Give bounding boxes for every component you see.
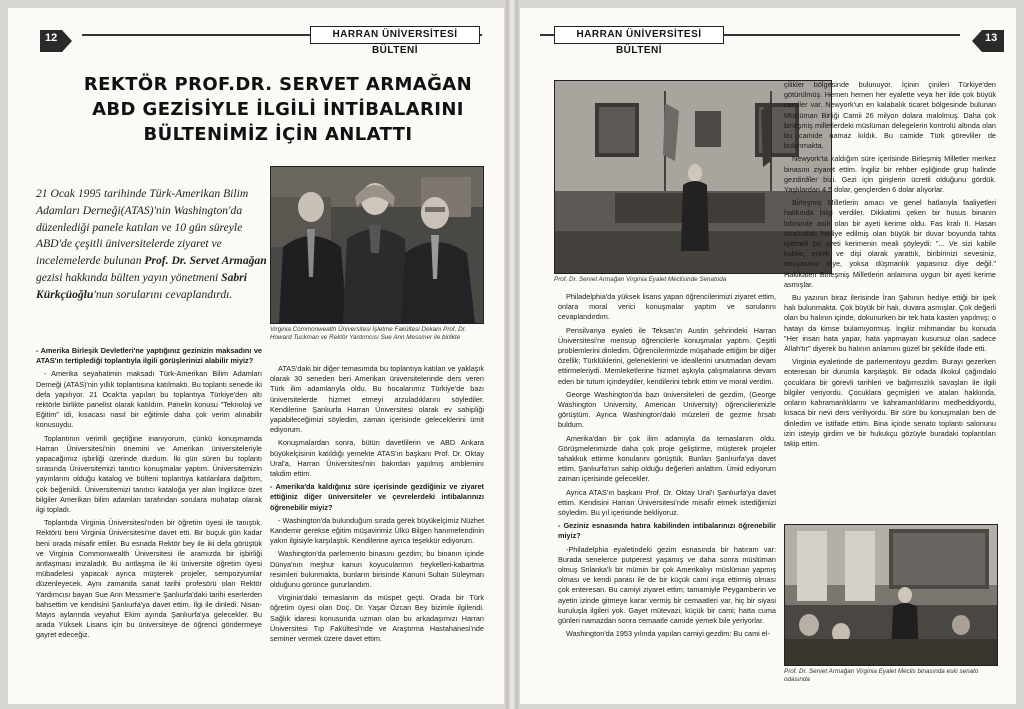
- photo3-caption: Prof. Dr. Servet Armağan Virginia Eyalet Meclis binasında eski senato odasında: [784, 668, 979, 683]
- publication-header: HARRAN ÜNİVERSİTESİ BÜLTENİ: [310, 26, 480, 44]
- question-3: - Geziniz esnasında hatıra kabilinden intibalarınızı öğrenebilir miyiz?: [558, 521, 776, 541]
- article-title: [68, 72, 488, 147]
- title-line-2: ABD GEZİSİYLE İLGİLİ İNTİBALARINI: [92, 99, 464, 120]
- right-page: [520, 8, 1016, 704]
- title-line-1: REKTÖR PROF.DR. SERVET ARMAĞAN: [83, 74, 473, 95]
- right-column-2: çilikler bölgesinde bulunuyor. İçinin çinileri Türkiye'den götürülmüş. Hemen hemen her eyalette veya her ilde çok büyük camiler var. Newyork'un en kalabalık ticaret bölgesinde bulunan Müslüman Birliği Camii 26 milyon dolara malolmuş. Daha çok birleşmiş milletlerdeki müslüman delegelerin kontrolü altında olan bu camide namaz kıldık. Bu camide Türk görevliler de bulunmakta. Newyork'ta kaldığım süre içerisinde Birleşmiş Milletler merkez binasını ziyaret ettim. İngiliz bir rehber eşliğinde grup halinde gezdirdiler bizi. Gezi için girişlerin ücretli olduğunu gördük. Yaşlılardan 4,5 dolar, gençlerden 6 dolar alıyorlar. Birleşmiş Milletlerin amacı ve genel hatlarıyla faaliyetleri hakkında bilgi verdiler. Dikkatimi çeken bir husus binanın lobisinde asılı olan bir ayeti kerime oldu. Fas kralı II. Hasan tarafından hediye edilmiş olan büyük bir duvar boyunda tahta işlemeli bu ayeti kerimenin meali şöyleydi: "... Ve sizi kabile kabile, erkek ve dişi olarak yarattık, biribirinizi sevesiniz, tanışasınız diye, yoksa düşmanlık yapasınız diye değil." Hakikaten Birleşmiş Milletlerin anlamına uygun bir ayeti kerime asmışlar. Bu yazının biraz ilerisinde İran Şahının hediye ettiği bir ipek halı bulunmakta. Çok büyük bir halı, duvara asmışlar. Çok değerli olan bu halının içinde, dokunurken bir tek hata kasten yapılmış; o hatayı da kimse bulamıyormuş. İngiliz mihmandar bu konuda "Her insan hata yapar, hata yapmayan kusursuz olan sadece Allah'tır" diyerek bu halının anlamını güzel bir şekilde ifade etti. Virginia eyaletinde de parlementoyu gezdim. Burayı gezerken enteresan bir durumla karşılaştık. Bir odada ilkokul çağındaki çocuklara bir görevli tarihleri ve bağımsızlık savaşları ile ilgili bilgiler veriyordu. Çocuklara geçmişleri ve ataları hakkında, onların kahramanlıklarını ve kahramanlıklarını medheddiyordu, kısaca bir nevi ders veriliyordu. Bir süre bu konuşmaları ben de dinledim ve istifade ettim. Bina içinde senato toplantı salonunu izin isteyip girdim ve bir hukukçu gözüyle buradaki toplantıları takip ettim.: [784, 80, 996, 448]
- question-2: - Amerika'da kaldığınız süre içerisinde gezdiğiniz ve ziyaret ettiğiniz diğer üniversiteler ve çevrelerdeki intibalarınızı öğrenebilir miyiz?: [270, 482, 484, 512]
- lead-name-armagan: Prof. Dr. Servet Armağan: [144, 254, 267, 268]
- lead-name-kurkcuoglu: Sabri Kürkçüoğlu: [36, 270, 247, 301]
- page-number-right: 13: [972, 30, 1004, 50]
- left-column-2: ATAS'daki bir diğer temasımda bu toplantıya katılan ve yaklaşık olarak 30 seneden beri Amerikan üniversitelerinde ders veren Türk ilim adamlarıyla oldu. Bu hocalarımız Türkiye'de bazı üniversitelerde hizmet etmeyi arzuladıklarını söylediler. Kendilerine Şanlıurfa Harran Üniversitesi olarak ev sahipliği yapabileceğimizi söyledim, zaman içerisinde geleceklerini ümit ediyorum. Konuşmalardan sonra, bütün davetlilerin ve ABD Ankara büyükelçisinin katıldığı yemekte ATAS'ın başkanı Prof. Dr. Oktay Ural'a, Harran Üniversitesi'nin bakırdan yapılmış ambleminı takdim ettim. - Amerika'da kaldığınız süre içerisinde gezdiğiniz ve ziyaret ettiğiniz diğer üniversiteler ve çevrelerdeki intibalarınızı öğrenebilir miyiz? - Washington'da bulunduğum sırada gerek büyükelçimiz Nüzhet Kandemir gerekse eğitim müşavirimiz Ülkü Bilgen hanımefendinin yakın ilgisiyle karşılaştık. Kendilerine ayrıca teşekkür ediyorum. Washington'da parlemento binasını gezdim; bu binanın içinde Dünya'nın meşhur kanun koyucularının heykelleri-kabartma resimleri bulunmakta, bunların birisinde Kanuni Sultan Süleyman olduğunu görünce gururlandım. Virginia'daki temaslarım da müspet geçti. Orada bir Türk öğretim üyesi olan Doç. Dr. Yaşar Özcan Bey bizimle ilgilendi. Sağlık idaresi konusunda uzman olan bu arkadaşımızı Harran Üniversitesi Tıp Fakültesi'nde ve Araştırma Hastahanesi'nde seminer vermek üzere davet ettim.: [270, 364, 484, 644]
- title-line-3: BÜLTENİMİZ İÇİN ANLATTI: [143, 124, 413, 145]
- left-page: [8, 8, 504, 704]
- page-number-left: 12: [40, 30, 72, 50]
- book-spine: [506, 0, 518, 709]
- article-lead: 21 Ocak 1995 tarihinde Türk-Amerikan Bilim Adamları Derneği(ATAS)'nin Washington'da düzenlediği panele katılan ve 10 gün süreyle ABD'de çeşitli üniversitelerde ziyaret ve incelemelerde bulunan Prof. Dr. Servet Armağan gezisi hakkında bülten yayın yönetmeni Sabri Kürkçüoğlu'nun sorularını cevaplandırdı.: [36, 187, 267, 301]
- photo-old-senate-room: [784, 524, 998, 666]
- right-column-1: Philadelphia'da yüksek lisans yapan öğrencilerimizi ziyaret ettim, onlara moral verici konuşmalar yaptım ve sorularını cevaplandırdım. Pensilvanya eyaleti ile Teksas'ın Austin şehrindeki Harran Üniversitesi'ne mensup öğrencilerle konuşmalar yaptım. Çeşitli problemlerini dinledim. Öğrencilerimizde müşahade ettiğim bir diğer özellik; Türklüklerini, geleneklerini ve ideallerini unutmadan devam ettirmeleriydi. Memleketlerine hizmet aşkıyla çalışmalarına devam eden bir tutum içindeydiler, kendilerini tebrik ettim ve moral verdim. George Washington'da bazı üniversiteleri de gezdim, (George Washington University, American University) öğrencilerimizle görüştüm. Ayrıca Washington'daki müzeleri de gezme fırsatı buldum. Amerika'dan bir çok ilim adamıyla da temaslarım oldu. Görüşmelerimizde daha çok proje geliştirme, müşterek projeler tahakkuk ettirme konularını görüştük. Bunları Şanlıurfa'ya davet ettim. Şanlıurfa'nın sahip olduğu değerleri anlattım. Ümid ediyorum zaman içerisinde gelecekler. Ayrıca ATAS'ın başkanı Prof. Dr. Oktay Ural'ı Şanlıurfa'ya davet ettim. Kendisini Harran Üniversitesi'nde misafir etmek istediğimizi söyledim. Bu yıl içerisinde bekliyoruz. - Geziniz esnasında hatıra kabilinden intibalarınızı öğrenebilir miyiz? -Philadelphia eyaletindeki gezim esnasında bir hatıram var: Burada senelerce putperest yaşamış ve daha sonra müslüman olmuş Srilanka'lı bir mümin bir çok Amerikalıyı müslüman yapmış olması ve kendi parası ile de bir küçük cami inşa ettirmiş olması çok enteresan. Bu camiyi ziyaret ettim; tamamiyle Peygamberin ve ayetin izinde gitmeye karar vermiş bir cemaatleri var, hiç bir siyasi kuruluşla ilgileri yok. Gayet mütevazi, küçük bir cami; hatta cuma günleri namazdan sonra cemaatle camide yemek bile yeriyorlar. Washington'da 1953 yılında yapılan camiyi gezdim: Bu cami el-: [558, 292, 776, 639]
- photo-three-people: [270, 166, 484, 324]
- photo-three-people-image: [271, 167, 483, 323]
- publication-header: HARRAN ÜNİVERSİTESİ BÜLTENİ: [554, 26, 724, 44]
- question-1: - Amerika Birleşik Devletleri'ne yaptığınız gezinizin maksadını ve ATAS'ın tertiplediği toplantıyla ilgili görüşlerinizi alabilir miyiz?: [36, 346, 262, 366]
- photo-old-senate-room-image: [785, 525, 997, 665]
- left-column-1: - Amerika Birleşik Devletleri'ne yaptığınız gezinizin maksadını ve ATAS'ın tertiplediği toplantıyla ilgili görüşlerinizi alabilir miyiz? - Amerika seyahatimin maksadı Türk-Amerikan Bilim Adamları Derneği (ATAS)'nin yıllık toplantısına katılmaktı. Bu toplantı senede iki defa yapılıyor. 21 Ocak'ta yapılan bu toplantıya Türkiye'den altı rektörle birlikte panelist olarak katıldım. Panelin konusu "Teknoloji ve Eğitim" idi, kısacası nasıl bir eğitimle daha çok verim alınabilir konusuydu. Toplantının verimli geçtiğine inanıyorum, çünkü konuşmamda Harran Üniversitesi'nin önemini ve Amerikan üniversiteleriyle yapacağımız işbirliği üzerinde durdum. İki gün süren bu toplantı sırasında Üniversitemizi tanıtıcı konuşmalar yaptım. Üniversitemizin yayınlarını olduğu katalog ve bülteni toplantıya katılanlara dağıttım, çok beğenildi. Üniversitemizi tanıtıcı kataloğa yer alan İngilizce özet bilgiler Amerikan bilim adamları tarafından sorulara muhatap olarak ilgi topladı. Toplantıda Virginia Üniversitesi'nden bir öğretim üyesi ile tanıştık. Rektörü beni Virginia Üniversitesi'ne davet etti. Bir buçuk gün kadar beni orada misafir ettiler. Bu esnada Rektör bey ile iki defa görüştük ve Virginia Commonwealth Üniversitesi ile aramızda bir işbirliği antlaşması imzaladık. Bu antlaşma ile iki üniversite öğretim üyesi mübadelesi yapacak ayrıca müşterek projeler, sempozyumlar düzenleyecek. Aynı zamanda sanat tarihi profesörü olan Rektör Yardımcısı bayan Sue Ann Messmer'e Şanlıurfa'daki tarihi eserlerden bahsettim ve kendisini Şanlıurfa'ya davet ettim. İlgi ile dinledi. Nisan-Mayıs aylarında veyahut Ekim ayında Şanlıurfa'ya gelecekler. Bu arada Yüksek Lisans için bu üniversiteye de öğrenci göndermeye gayret edeceğiz.: [36, 346, 262, 640]
- photo1-caption: Virginia Commonwealth Üniversitesi İşletme Fakültesi Dekanı Prof. Dr. Howard Tuckman ve Rektör Yardımcısı Sue Ann Messmer ile birlikte: [270, 326, 467, 341]
- photo2-caption: Prof. Dr. Servet Armağan Virginia Eyalet Meclisinde Senatoda: [554, 276, 727, 283]
